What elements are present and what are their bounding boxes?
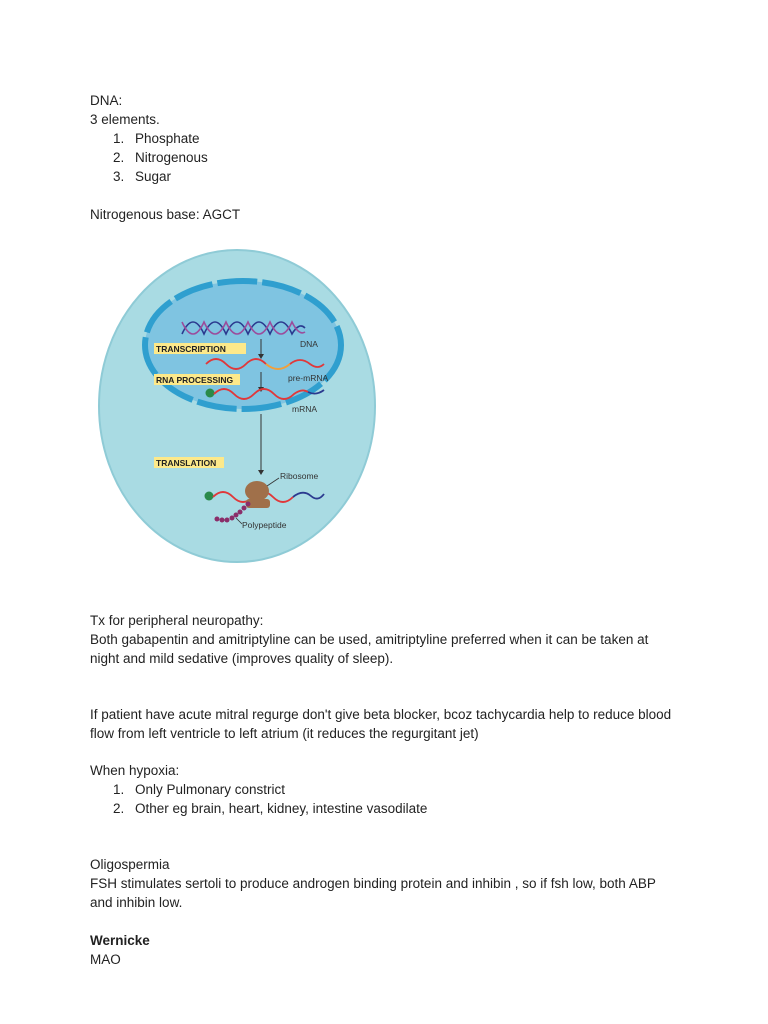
- list-text: Sugar: [135, 169, 172, 184]
- label-rna-processing: RNA PROCESSING: [156, 375, 234, 385]
- label-pre-mrna: pre-mRNA: [288, 373, 329, 383]
- list-item: [113, 129, 200, 148]
- oligospermia-heading: Oligospermia: [90, 857, 170, 872]
- wernicke-text: MAO: [90, 952, 121, 967]
- list-text: Only Pulmonary constrict: [135, 782, 286, 797]
- hypoxia-heading: When hypoxia:: [90, 763, 180, 778]
- ribosome-large-subunit: [245, 481, 269, 501]
- label-polypeptide: Polypeptide: [242, 520, 287, 530]
- list-item: [113, 799, 427, 818]
- wernicke-heading: Wernicke: [90, 933, 150, 948]
- label-ribosome: Ribosome: [280, 471, 319, 481]
- label-translation: TRANSLATION: [156, 458, 217, 468]
- list-text: Other eg brain, heart, kidney, intestine vasodilate: [135, 801, 428, 816]
- label-mrna: mRNA: [292, 404, 318, 414]
- neuropathy-heading: Tx for peripheral neuropathy:: [90, 613, 264, 628]
- label-dna: DNA: [300, 339, 318, 349]
- list-text: Nitrogenous: [135, 150, 208, 165]
- elements-intro: 3 elements.: [90, 112, 160, 127]
- neuropathy-text: Both gabapentin and amitriptyline can be used, amitriptyline preferred when it can be taken at night and mild sedative (improves quality of sleep).: [90, 632, 649, 666]
- dna-heading: DNA:: [90, 93, 123, 108]
- central-dogma-figure: [96, 248, 378, 564]
- label-transcription: TRANSCRIPTION: [156, 344, 226, 354]
- list-item: [113, 780, 285, 799]
- cap-icon: [206, 389, 215, 398]
- oligospermia-text: FSH stimulates sertoli to produce androgen binding protein and inhibin , so if fsh low, both ABP and inhibin low.: [90, 876, 656, 910]
- list-item: [113, 148, 208, 167]
- list-number: 1.: [113, 782, 125, 797]
- list-item: [113, 167, 171, 186]
- list-number: 3.: [113, 169, 125, 184]
- list-number: 2.: [113, 801, 125, 816]
- mitral-text: If patient have acute mitral regurge don't give beta blocker, bcoz tachycardia help to reduce blood flow from left ventricle to left atrium (it reduces the regurgitant jet): [90, 707, 672, 741]
- list-number: 2.: [113, 150, 125, 165]
- nitrogenous-base-line: Nitrogenous base: AGCT: [90, 207, 241, 222]
- cap-icon-translation: [205, 492, 214, 501]
- list-text: Phosphate: [135, 131, 200, 146]
- list-number: 1.: [113, 131, 125, 146]
- central-dogma-diagram: [96, 248, 378, 564]
